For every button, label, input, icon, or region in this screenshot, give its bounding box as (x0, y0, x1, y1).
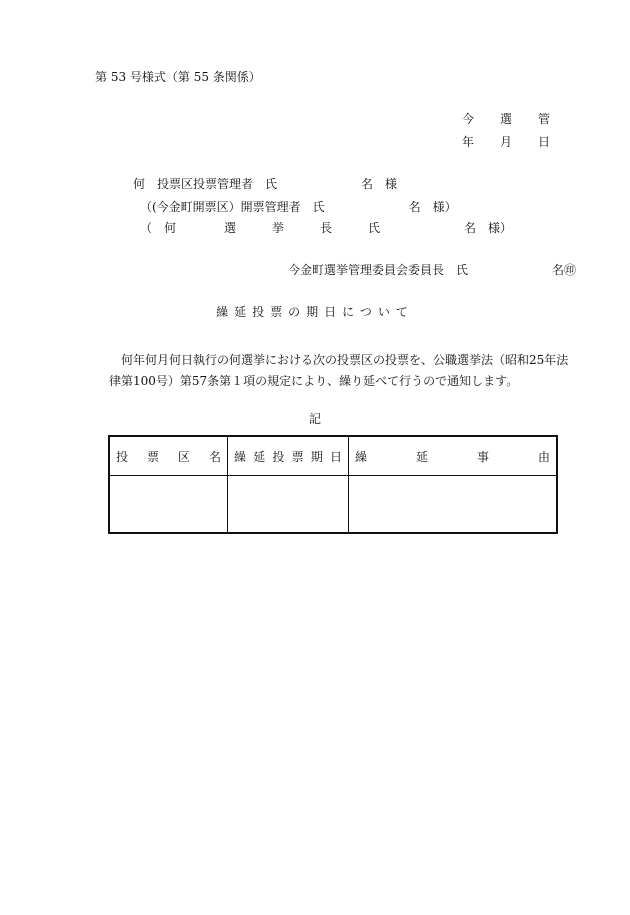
header-char: 事 (476, 449, 489, 464)
cell-polling-district[interactable] (109, 476, 228, 534)
header-char: 投 (272, 449, 285, 464)
ki-marker: 記 (308, 412, 321, 426)
date-line (462, 136, 550, 148)
header-char: 期 (310, 449, 323, 464)
cell-postponement-reason[interactable] (349, 476, 558, 534)
postponement-table (108, 435, 558, 534)
header-char: 延 (415, 449, 428, 464)
table-row (109, 476, 557, 534)
form-number: 第 53 号様式（第 55 条関係） (95, 70, 261, 84)
header-spread (234, 448, 342, 465)
date-part-day: 日 (538, 135, 551, 149)
reg-part: 選 (500, 112, 513, 126)
header-char: 名 (208, 449, 221, 464)
addressee-line-1: 何 投票区投票管理者 氏 名 様 (133, 177, 398, 191)
header-spread (116, 448, 221, 465)
sender-line: 今金町選挙管理委員会委員長 氏 名㊞ (288, 263, 577, 277)
header-char: 票 (146, 449, 159, 464)
document-title: 繰延投票の期日について (216, 305, 414, 319)
reg-part: 管 (538, 112, 551, 126)
date-part-year: 年 (462, 135, 475, 149)
header-char: 投 (116, 449, 129, 464)
registration-number (462, 113, 550, 125)
header-polling-district (109, 436, 228, 476)
header-char: 票 (291, 449, 304, 464)
addressee-line-3: （ 何 選 挙 長 氏 名 様） (140, 221, 513, 235)
table-header-row (109, 436, 557, 476)
header-char: 日 (329, 449, 342, 464)
header-char: 繰 (234, 449, 247, 464)
header-postponement-reason (349, 436, 558, 476)
header-char: 区 (177, 449, 190, 464)
reg-part: 今 (462, 112, 475, 126)
header-postponed-date (228, 436, 349, 476)
header-spread (355, 448, 550, 465)
body-text (109, 350, 569, 392)
header-char: 延 (253, 449, 266, 464)
header-char: 繰 (355, 449, 368, 464)
date-part-month: 月 (500, 135, 513, 149)
addressee-line-2: （(今金町開票区）開票管理者 氏 名 様） (140, 200, 457, 214)
cell-postponed-date[interactable] (228, 476, 349, 534)
body-paragraph: 何年何月何日執行の何選挙における次の投票区の投票を、公職選挙法（昭和25年法律第100号）第57条第１項の規定により、繰り延べて行うので通知します。 (109, 353, 569, 388)
header-char: 由 (537, 449, 550, 464)
